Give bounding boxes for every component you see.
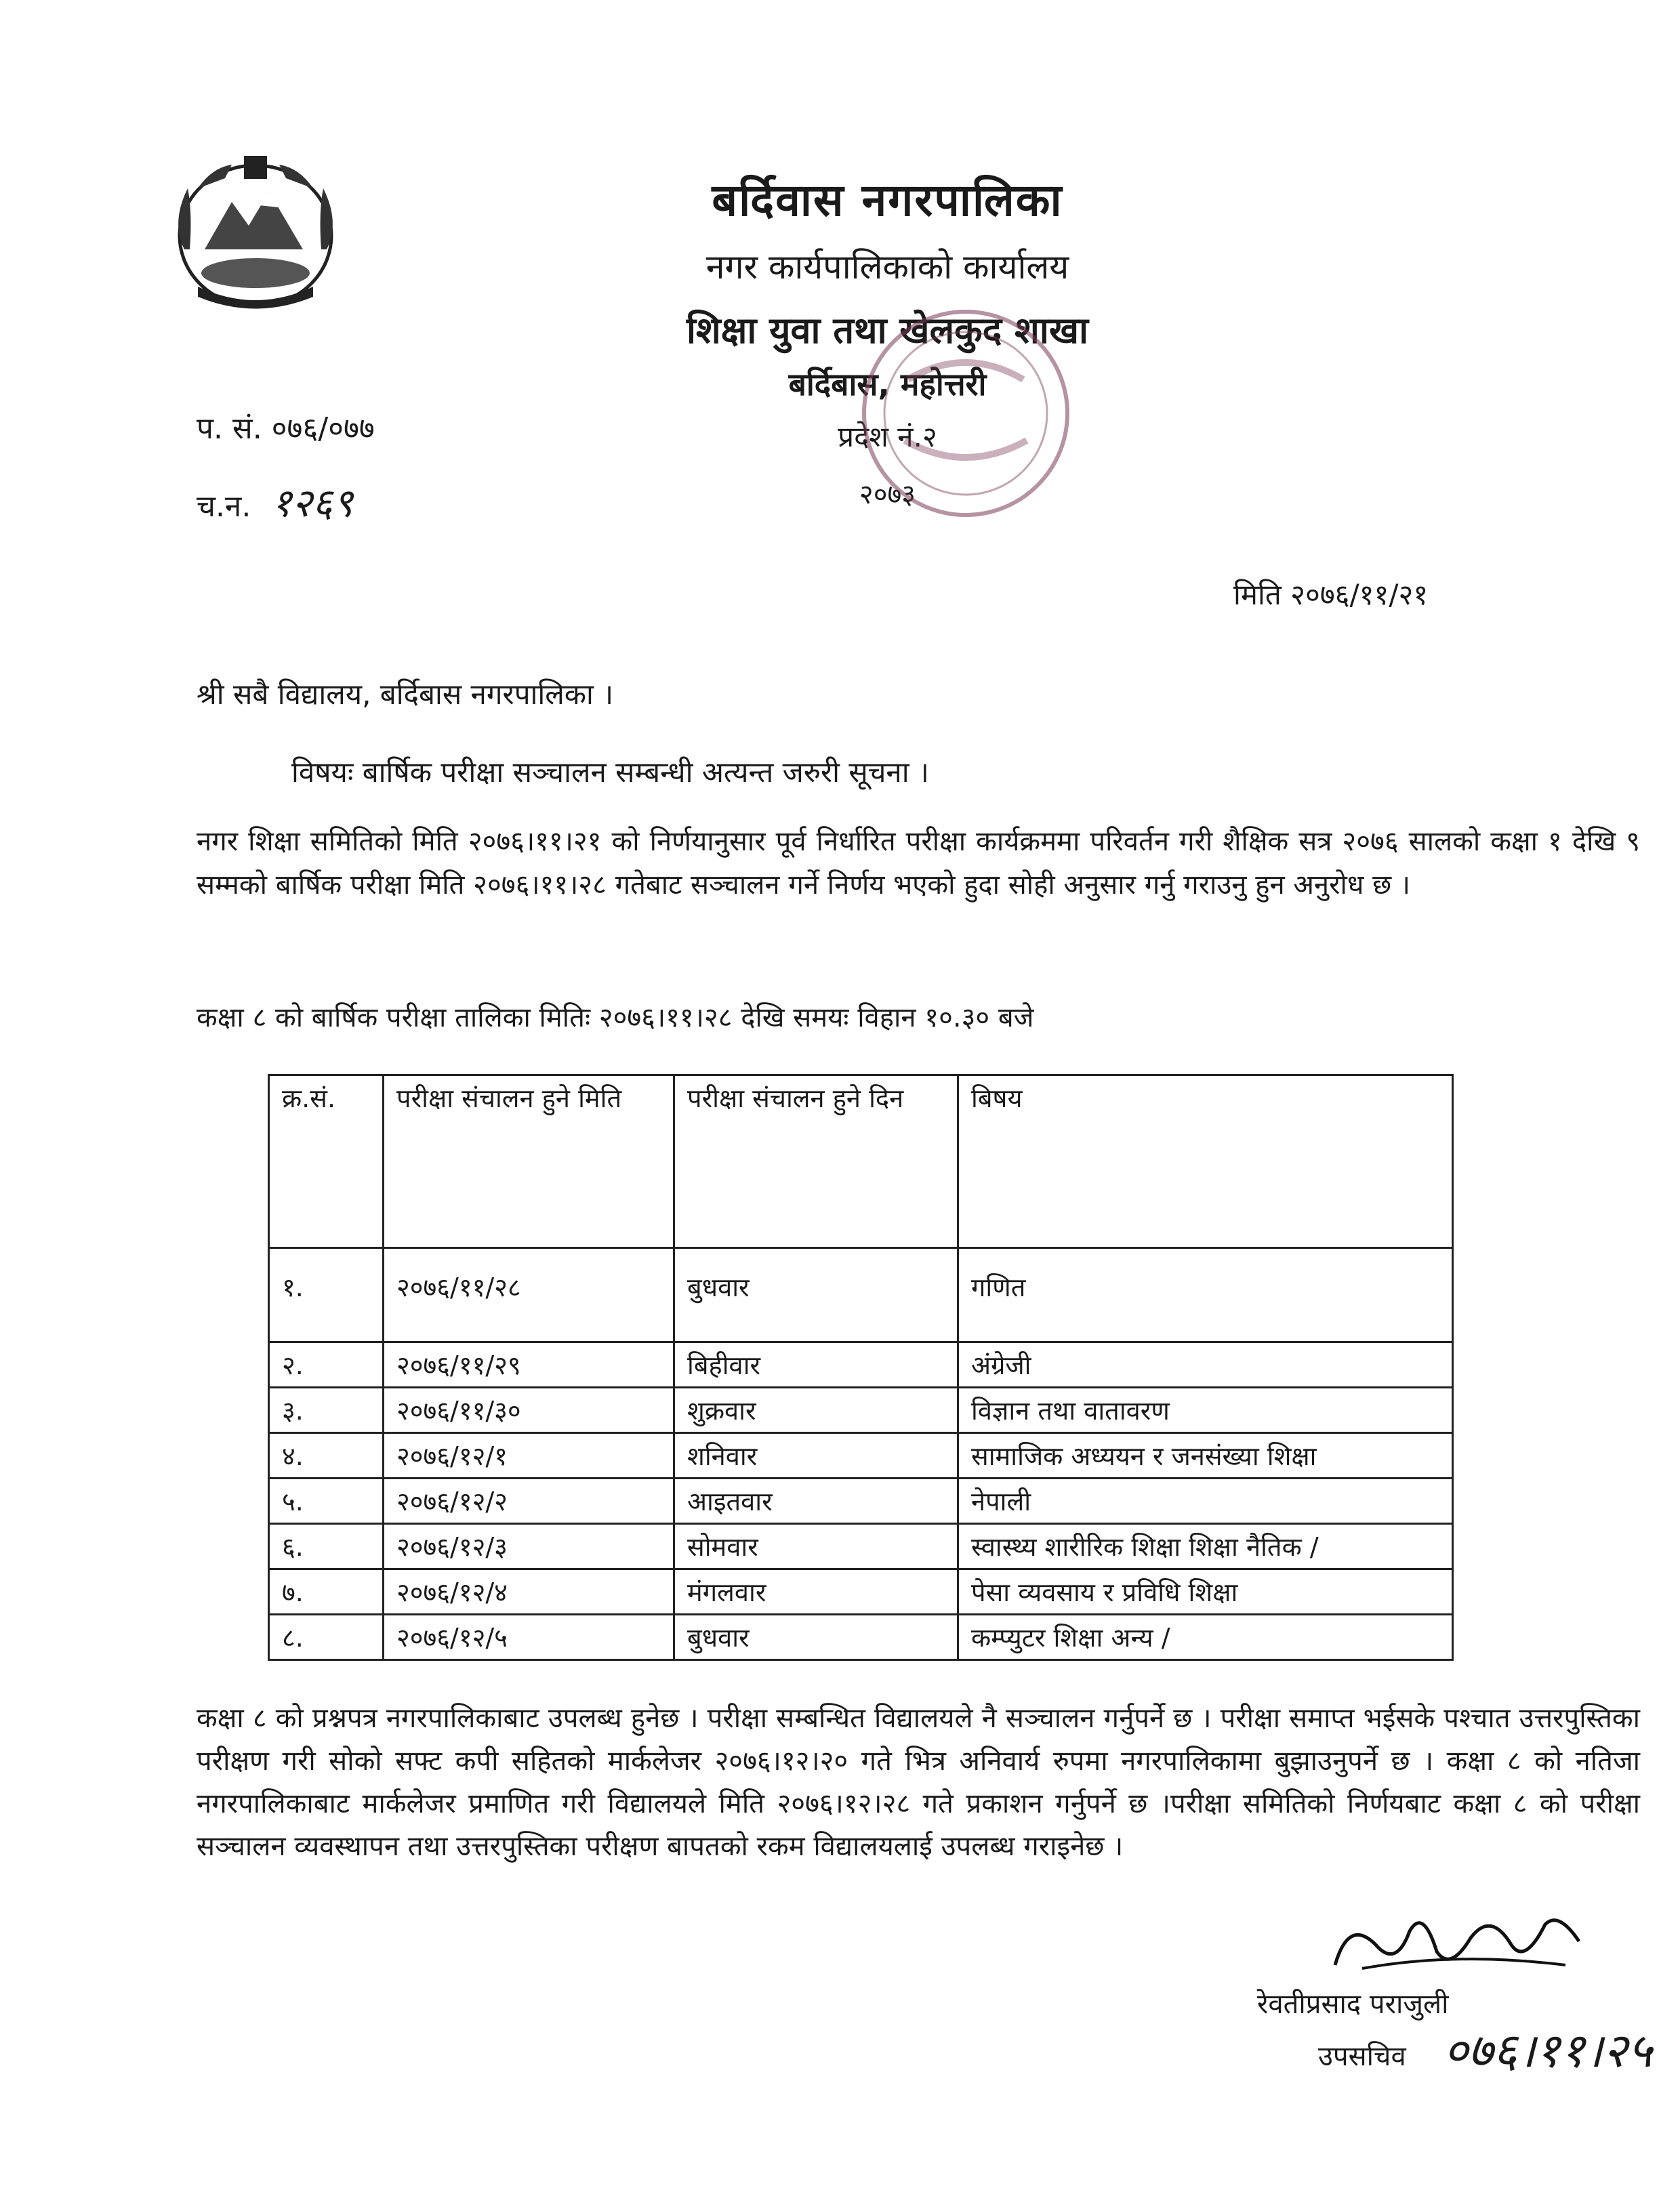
cell-day: शनिवार	[674, 1433, 958, 1479]
office-stamp-icon	[834, 285, 1098, 556]
header-subject: बिषय	[958, 1075, 1453, 1248]
exam-schedule-table	[268, 1074, 1454, 1661]
cell-date: २०७६/१२/१	[384, 1433, 674, 1479]
table-row	[269, 1524, 1453, 1569]
cell-date: २०७६/११/३०	[384, 1388, 674, 1433]
letter-date: मिति २०७६/११/२१	[1233, 578, 1429, 611]
body-paragraph-2: कक्षा ८ को प्रश्नपत्र नगरपालिकाबाट उपलब्ध हुनेछ । परीक्षा सम्बन्धित विद्यालयले नै सञ्चालन गर्नुपर्ने छ । परीक्षा समाप्त भईसके पश्चात उत्तरपुस्तिका परीक्षण गरी सोको सफ्ट कपी सहितको मार्कलेजर २०७६।१२।२० गते भित्र अनिवार्य रुपमा नगरपालिकामा बुझाउनुपर्ने छ । कक्षा ८ को नतिजा नगरपालिकाबाट मार्कलेजर प्रमाणित गरी विद्यालयले मिति २०७६।१२।२८ गते प्रकाशन गर्नुपर्ने छ ।परीक्षा समितिको निर्णयबाट कक्षा ८ को परीक्षा सञ्चालन व्यवस्थापन तथा उत्तरपुस्तिका परीक्षण बापतको रकम विद्यालयलाई उपलब्ध गराइनेछ ।	[197, 1703, 1640, 1862]
dispatch-number-label: च.न.	[197, 489, 251, 524]
cell-day: सोमवार	[674, 1524, 958, 1569]
signature-date: ०७६।११।२५	[1443, 2023, 1652, 2078]
signatory-title: उपसचिव	[1318, 2041, 1406, 2072]
cell-serial: ५.	[269, 1479, 384, 1524]
cell-subject: गणित	[958, 1248, 1453, 1342]
table-row	[269, 1569, 1453, 1615]
province-name: प्रदेश नं.२	[838, 420, 937, 453]
cell-day: मंगलवार	[674, 1569, 958, 1615]
table-row	[269, 1388, 1453, 1433]
letterhead-year: २०७३	[859, 479, 916, 510]
header-serial: क्र.सं.	[269, 1075, 384, 1248]
dispatch-number-value: १२६९	[271, 480, 353, 526]
cell-day: आइतवार	[674, 1479, 958, 1524]
body-paragraph-1: नगर शिक्षा समितिको मिति २०७६।११।२१ को निर्णयानुसार पूर्व निर्धारित परीक्षा कार्यक्रममा परिवर्तन गरी शैक्षिक सत्र २०७६ सालको कक्षा १ देखि ९ सम्मको बार्षिक परीक्षा मिति २०७६।११।२८ गतेबाट सञ्चालन गर्ने निर्णय भएको हुदा सोही अनुसार गर्नु गराउनु हुन अनुरोध छ ।	[197, 826, 1640, 901]
cell-serial: २.	[269, 1342, 384, 1388]
cell-serial: ३.	[269, 1388, 384, 1433]
table-row	[269, 1615, 1453, 1660]
table-row	[269, 1342, 1453, 1388]
reference-number: प. सं. ०७६/०७७	[197, 411, 375, 446]
cell-subject: सामाजिक अध्ययन र जनसंख्या शिक्षा	[958, 1433, 1453, 1479]
office-location: बर्दिबास, महोत्तरी	[788, 366, 987, 402]
office-name: नगर कार्यपालिकाको कार्यालय	[705, 247, 1069, 287]
section-name: शिक्षा युवा तथा खेलकुद शाखा	[686, 309, 1088, 352]
cell-date: २०७६/१२/३	[384, 1524, 674, 1569]
cell-subject: कम्प्युटर शिक्षा अन्य /	[958, 1615, 1453, 1660]
schedule-line: कक्षा ८ को बार्षिक परीक्षा तालिका मितिः २०७६।११।२८ देखि समयः विहान १०.३० बजे	[197, 1002, 1034, 1033]
cell-serial: ४.	[269, 1433, 384, 1479]
cell-day: बुधवार	[674, 1615, 958, 1660]
cell-date: २०७६/१२/२	[384, 1479, 674, 1524]
cell-date: २०७६/१२/४	[384, 1569, 674, 1615]
header-day: परीक्षा संचालन हुने दिन	[674, 1075, 958, 1248]
signature-scribble-icon	[1322, 1904, 1606, 1979]
header-date: परीक्षा संचालन हुने मिति	[384, 1075, 674, 1248]
cell-serial: ८.	[269, 1615, 384, 1660]
cell-day: शुक्रवार	[674, 1388, 958, 1433]
cell-subject: नेपाली	[958, 1479, 1453, 1524]
cell-subject: स्वास्थ्य शारीरिक शिक्षा शिक्षा नैतिक /	[958, 1524, 1453, 1569]
cell-day: बिहीवार	[674, 1342, 958, 1388]
cell-day: बुधवार	[674, 1248, 958, 1342]
cell-date: २०७६/१२/५	[384, 1615, 674, 1660]
cell-subject: विज्ञान तथा वातावरण	[958, 1388, 1453, 1433]
subject-line: विषयः बार्षिक परीक्षा सञ्चालन सम्बन्धी अत्यन्त जरुरी सूचना ।	[291, 756, 929, 789]
cell-subject: पेसा व्यवसाय र प्रविधि शिक्षा	[958, 1569, 1453, 1615]
table-header-row	[269, 1075, 1453, 1248]
table-row	[269, 1433, 1453, 1479]
cell-date: २०७६/११/२९	[384, 1342, 674, 1388]
table-row	[269, 1248, 1453, 1342]
cell-serial: १.	[269, 1248, 384, 1342]
cell-date: २०७६/११/२८	[384, 1248, 674, 1342]
signatory-name: रेवतीप्रसाद पराजुली	[1257, 1989, 1449, 2020]
municipality-name: बर्दिवास नगरपालिका	[712, 174, 1063, 226]
cell-subject: अंग्रेजी	[958, 1342, 1453, 1388]
addressee: श्री सबै विद्यालय, बर्दिबास नगरपालिका ।	[197, 678, 614, 711]
cell-serial: ७.	[269, 1569, 384, 1615]
dispatch-number	[197, 474, 353, 528]
cell-serial: ६.	[269, 1524, 384, 1569]
table-row	[269, 1479, 1453, 1524]
